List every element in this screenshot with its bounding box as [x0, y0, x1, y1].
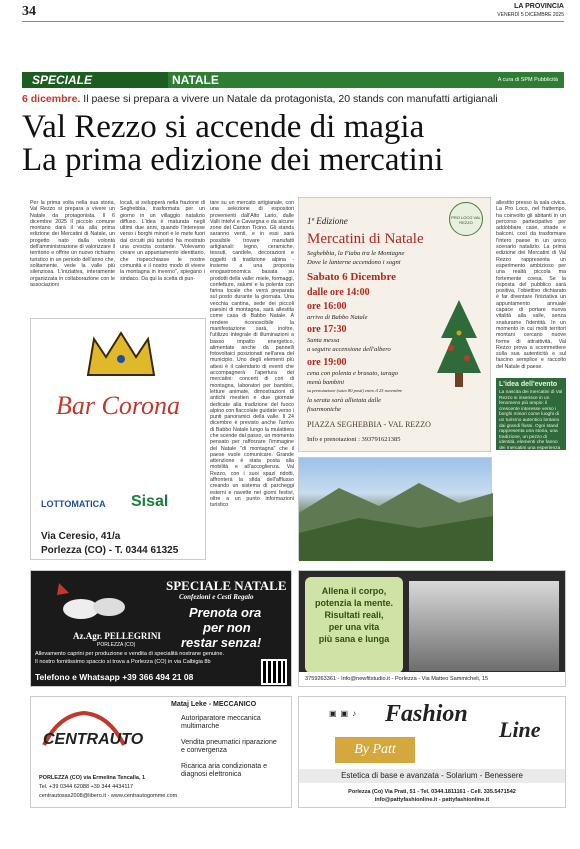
centrauto-address: PORLEZZA (CO) via Ermelina Tencalla, 1	[39, 775, 146, 781]
article-col3: tare su un mercato artigianale, con una selezione di espositori provenienti dall'Alto Lario, dalle Valli Intelvi e Cavargna e da alcune zone del Canton Ticino. Gli stands saranno venti, e in essi sarà possibile trovare manufatti artigianali: legno, ceramiche, tessuti, candele, decorazioni e oggetti di tradizione alpina - insieme a una proposta enogastronomica basata su prodotti della valle: miele, formaggi, confetture, salumi e la polenta con farina locale che verrà preparata sul posto durante la giornata. Una vecchia cantina, sede dei piccoli paesini di montagna, sarà allestita come casa di Babbo Natale. A rendere riconoscibile la manifestazione sarà, inoltre, l'utilizzo integrale di illuminazioni a basso impatto energetico, alimentate anche da pannelli fotovoltaici posizionati nell'area del municipio. Uno degli elementi più attesi è il calendario di eventi che accompagnerà l'apertura dei mercatini: concerti di cori di montagna, laboratori per bambini, letture animate, dimostrazioni di antichi mestieri e due giornate dedicate alla tradizione del fuoco alpino con fiaccolate guidate verso i punti panoramici della valle. Il 24 dicembre è previsto anche l'arrivo di Babbo Natale lungo la mulattiera che scende dal passo, un momento pensato per rafforzare l'immagine del Natale "di montagna" che il paese vuole comunicare. Grande attenzione è stata posta alla mobilità e all'accoglienza. Val Rezzo, con i suoi spazi ridotti, affronterà la sfida dell'afflusso creando un sistema di parcheggi esterni e navette nei giorni festivi, oltre a un punto informazioni turistico	[210, 200, 294, 509]
section-topic: NATALE	[172, 73, 219, 87]
poster-music2: fisarmoniche	[307, 406, 341, 413]
fashion-logo: Fashion	[385, 701, 468, 727]
centrauto-service2: Vendita pneumatici riparazione e convergenza	[181, 739, 277, 754]
article-title-line1: Val Rezzo si accende di magia	[22, 109, 425, 145]
fashion-web: info@pattyfashionline.it - pattyfashionline.it	[374, 797, 490, 803]
pellegrini-cta3: restar senza!	[181, 635, 262, 650]
by-patt-logo: By Patt	[335, 737, 415, 763]
ad-fashion-line	[298, 696, 566, 808]
social-icons: ▣▣♪	[329, 709, 361, 718]
poster-time3-desc: Santa messa	[307, 337, 340, 344]
poster-subtitle2: Dove le lanterne accendono i sogni	[307, 259, 401, 266]
fashion-services: Estetica di base e avanzata - Solarium - Benessere	[299, 769, 565, 783]
poster-time2: ore 16:00	[307, 301, 347, 312]
info-box-text: La nascita dei mercatini di Val Rezzo si inserisce in un fenomeno più ampio: il crescente interesse verso i borghi minori come luoghi di un turismo autentico lontano dai grandi flussi. Ogni stand rappresenta una storia, una tradizione, un pezzo di identità, elementi che fanno dei mercatini una esperienza unica.	[499, 390, 563, 457]
poster-time3: ore 17:30	[307, 324, 347, 335]
goats-icon	[51, 579, 131, 629]
crown-icon	[86, 329, 156, 382]
section-bar	[22, 72, 564, 88]
bar-corona-logo: Bar Corona	[56, 391, 180, 420]
newfit-line2: potenzia la mente.	[314, 598, 394, 608]
article-col4: allestito presso la sala civica. La Pro Loco, nel frattempo, ha coinvolto gli abitanti in un percorso partecipativo per addobbare case, strade e balconi, così da trasformare l'intero paese in un unico scenario natalizio. La prima edizione dei Mercatini di Val Rezzo rappresenta un esperimento ambizioso per una realtà piccola ma fortemente coesa. Se la risposta del pubblico sarà positiva, l'obiettivo dichiarato è far diventare l'iniziativa un appuntamento annuale capace di portare nuova vitalità alla valle, senza snaturarne l'identità. In un momento in cui molti territori montani cercano nuove forme di attrattività, Val Rezzo prova a scommettere sulla sua autenticità e sul fascino semplice e raccolto del Natale di paese.	[496, 200, 566, 370]
poster-booking-note: su prenotazione (sotto 80 posti) entro il 25 novembre	[307, 388, 403, 393]
newfit-line5: più sana e lunga	[318, 634, 390, 644]
article-kicker	[22, 93, 564, 106]
pellegrini-cta1: Prenota ora	[189, 605, 262, 620]
poster-title: Mercatini di Natale	[307, 231, 424, 247]
centrauto-service3: Ricarica aria condizionata e diagnosi elettronica	[181, 763, 267, 778]
proloco-logo: PRO LOCO VAL REZZO	[449, 202, 483, 236]
newfit-footer: 3759263361 - Info@newfitstudio.it - Porlezza - Via Matteo Sammicheli, 15	[299, 672, 565, 686]
christmas-market-poster	[298, 197, 491, 452]
ad-bar-corona	[30, 318, 206, 560]
fashion-address: Porlezza (Co) Via Prati, 51 - Tel. 0344.1811161 - Cell. 335.5471542	[348, 789, 516, 795]
poster-time4: ore 19:00	[307, 357, 347, 368]
issue-date: VENERDÌ 5 DICEMBRE 2025	[497, 12, 564, 18]
pellegrini-desc1: Allevamento caprini per produzione e vendita di specialità nostrane genuine.	[35, 651, 225, 657]
pellegrini-title: SPECIALE NATALE	[166, 578, 287, 593]
newspaper-masthead	[497, 3, 564, 19]
newfit-slogan	[305, 577, 403, 673]
newfit-line4: per una vita	[328, 622, 380, 632]
poster-date: Sabato 6 Dicembre	[307, 271, 397, 283]
kicker-text: Il paese si prepara a vivere un Natale da protagonista, 20 stands con manufatti artigianali	[83, 93, 498, 105]
centrauto-service1: Autoriparatore meccanica multimarche	[181, 715, 261, 730]
page-number: 34	[22, 4, 36, 19]
poster-music: la serata sarà allietata dalle	[307, 397, 382, 404]
poster-time4-menu: menù bambini	[307, 379, 345, 386]
pellegrini-phone: Telefono e Whatsapp +39 366 494 21 08	[35, 672, 194, 682]
pellegrini-city: PORLEZZA (CO)	[97, 642, 136, 648]
corona-address: Via Ceresio, 41/a	[41, 531, 121, 542]
header-rule	[22, 21, 564, 22]
article-col1: Per la prima volta nella sua storia, Val Rezzo si prepara a vivere un Natale da protagonista. Il 6 dicembre 2025 il piccolo comune montano darà il via alla prima edizione dei Mercatini di Natale, un progetto nato dalla volontà dell'amministrazione di valorizzare il territorio e offrire un nuovo richiamo turistico in un periodo dell'anno che, solitamente, vede la valle più silenziosa. L'iniziativa, interamente organizzata in collaborazione con le associazioni	[30, 200, 115, 288]
ad-pellegrini	[30, 570, 292, 687]
poster-place: PIAZZA SEGHEBBIA - VAL REZZO	[307, 420, 431, 429]
ad-centrauto	[30, 696, 292, 808]
article-col2: locali, si svilupperà nella frazione di Seghebbia, trasformata per un giorno in un villaggio natalizio diffuso. L'idea è maturata negli ultimi due anni, quando l'interesse verso i borghi minori e le mete fuori dai circuiti più turistici ha mostrato una crescita costante. "Volevamo creare un appuntamento identitario, che rispecchiasse le nostre comunità e il nostro modo di vivere la montagna in inverno", spiegano i sindaco. Da qui la scelta di pun-	[120, 200, 205, 282]
pellegrini-desc2: Il nostro fornitissimo spaccio si trova a Porlezza (CO) in via Calbigia 8b	[35, 659, 211, 665]
poster-subtitle1: Seghebbia, la Fiaba tra le Montagne	[307, 250, 405, 257]
poster-time2-desc: arrivo di Babbo Natale	[307, 314, 368, 321]
section-label: SPECIALE	[22, 72, 168, 88]
centrauto-owner: Mataj Leke - MECCANICO	[171, 701, 257, 708]
corona-phone: Porlezza (CO) - T. 0344 61325	[41, 545, 179, 556]
pellegrini-sub: Confezioni e Cesti Regalo	[179, 593, 254, 601]
sisal-logo: Sisal	[131, 493, 169, 510]
line-logo: Line	[499, 717, 541, 742]
info-box	[496, 378, 566, 457]
ad-newfit	[298, 570, 566, 687]
landscape-photo	[298, 457, 492, 560]
centrauto-logo: CENTRAUTO	[43, 731, 144, 748]
centrauto-web: centrautosas2008@libero.it - www.centrautogomme.com	[39, 793, 178, 799]
kicker-date: 6 dicembre.	[22, 93, 81, 105]
newfit-line1: Allena il corpo,	[321, 586, 387, 596]
info-box-title: L'idea dell'evento	[499, 381, 558, 388]
poster-info: Info e prenotazioni : 393791621385	[307, 436, 401, 443]
qr-code-icon	[261, 659, 287, 685]
centrauto-phone: Tel. +39 0344 62088 +39 344 4434117	[39, 784, 134, 790]
lottomatica-logo: LOTTOMATICA	[41, 499, 106, 509]
newfit-line3: Risultati reali,	[324, 610, 384, 620]
poster-edition: 1ª Edizione	[307, 216, 348, 226]
gym-photo	[409, 581, 559, 671]
poster-time4-desc: cena con polenta e brasato, tarago	[307, 370, 398, 377]
article-title-line2: La prima edizione dei mercatini	[22, 142, 444, 178]
newspaper-name: LA PROVINCIA	[514, 3, 564, 10]
pellegrini-brand: Az.Agr. PELLEGRINI	[73, 631, 161, 641]
poster-time1: dalle ore 14:00	[307, 287, 370, 298]
christmas-tree-icon	[437, 298, 481, 408]
section-credit: A cura di SPM Pubblicità	[497, 77, 558, 83]
poster-time3-extra: a seguire accensione dell'albero	[307, 346, 391, 353]
pellegrini-cta2: per non	[203, 620, 251, 635]
